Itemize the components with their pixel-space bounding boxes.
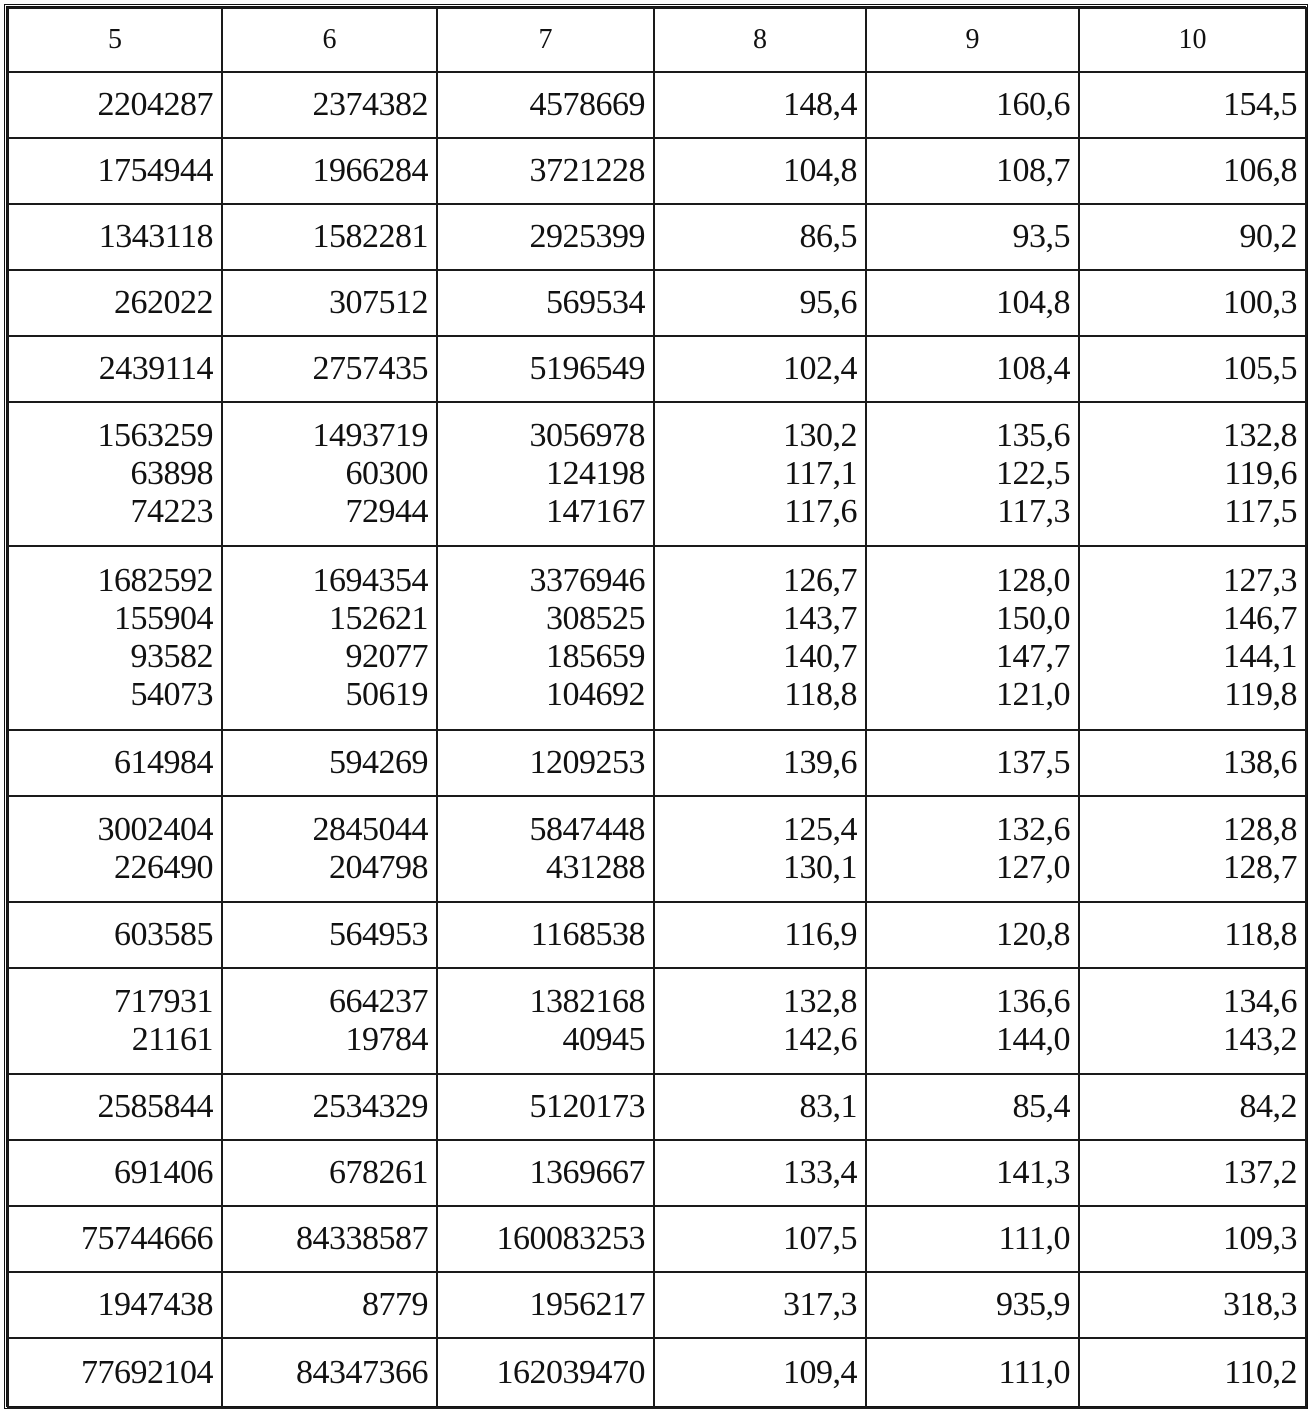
cell-value: 121,0 bbox=[996, 676, 1070, 713]
cell-value: 118,8 bbox=[1224, 916, 1297, 953]
table-cell bbox=[1079, 1140, 1306, 1206]
cell-value: 5120173 bbox=[529, 1088, 645, 1125]
cell-value: 92077 bbox=[345, 638, 428, 675]
cell-value: 132,8 bbox=[1223, 417, 1297, 454]
cell-value: 109,4 bbox=[783, 1354, 857, 1391]
cell-value: 162039470 bbox=[496, 1354, 645, 1391]
table-cell bbox=[8, 902, 222, 968]
table-cell bbox=[222, 1074, 437, 1140]
cell-value: 3056978 bbox=[529, 417, 645, 454]
table-cell bbox=[866, 1338, 1079, 1408]
table-cell bbox=[654, 72, 866, 138]
table-cell bbox=[1079, 72, 1306, 138]
cell-value: 119,6 bbox=[1224, 455, 1297, 492]
table-cell bbox=[866, 204, 1079, 270]
table-cell bbox=[1079, 270, 1306, 336]
cell-value: 130,1 bbox=[783, 849, 857, 886]
table-cell bbox=[222, 730, 437, 796]
table-cell bbox=[437, 1272, 654, 1338]
cell-value: 40945 bbox=[562, 1021, 645, 1058]
table-cell bbox=[437, 546, 654, 730]
table-cell bbox=[654, 402, 866, 546]
cell-value: 86,5 bbox=[799, 218, 857, 255]
cell-value: 118,8 bbox=[784, 676, 857, 713]
table-cell bbox=[222, 270, 437, 336]
cell-value: 124198 bbox=[546, 455, 645, 492]
data-table bbox=[7, 7, 1307, 1409]
table-cell bbox=[866, 968, 1079, 1074]
cell-value: 134,6 bbox=[1223, 983, 1297, 1020]
table-cell bbox=[866, 1140, 1079, 1206]
table-cell bbox=[654, 336, 866, 402]
table-cell bbox=[654, 1074, 866, 1140]
table-cell bbox=[437, 1206, 654, 1272]
cell-value: 3002404 bbox=[97, 811, 213, 848]
cell-value: 5847448 bbox=[529, 811, 645, 848]
cell-value: 127,3 bbox=[1223, 562, 1297, 599]
table-cell bbox=[1079, 968, 1306, 1074]
cell-value: 3721228 bbox=[529, 152, 645, 189]
table-cell bbox=[222, 968, 437, 1074]
cell-value: 1754944 bbox=[97, 152, 213, 189]
cell-value: 117,6 bbox=[784, 493, 857, 530]
cell-value: 2374382 bbox=[312, 86, 428, 123]
table-cell bbox=[1079, 402, 1306, 546]
table-cell bbox=[222, 1272, 437, 1338]
cell-value: 147167 bbox=[546, 493, 645, 530]
table-cell bbox=[8, 968, 222, 1074]
cell-value: 133,4 bbox=[783, 1154, 857, 1191]
table-cell bbox=[8, 796, 222, 902]
table-cell bbox=[437, 902, 654, 968]
table-cell bbox=[437, 270, 654, 336]
cell-value: 120,8 bbox=[996, 916, 1070, 953]
cell-value: 137,5 bbox=[996, 744, 1070, 781]
cell-value: 74223 bbox=[130, 493, 213, 530]
cell-value: 141,3 bbox=[996, 1154, 1070, 1191]
column-header-6: 6 bbox=[222, 8, 437, 72]
table-cell bbox=[654, 1272, 866, 1338]
cell-value: 111,0 bbox=[998, 1354, 1070, 1391]
cell-value: 108,7 bbox=[996, 152, 1070, 189]
table-row bbox=[8, 402, 1306, 546]
cell-value: 143,2 bbox=[1223, 1021, 1297, 1058]
table-header bbox=[8, 8, 1306, 72]
table-row bbox=[8, 796, 1306, 902]
cell-value: 110,2 bbox=[1224, 1354, 1297, 1391]
cell-value: 77692104 bbox=[81, 1354, 213, 1391]
cell-value: 60300 bbox=[345, 455, 428, 492]
cell-value: 2757435 bbox=[312, 350, 428, 387]
table-cell bbox=[8, 1140, 222, 1206]
cell-value: 1582281 bbox=[312, 218, 428, 255]
table-cell bbox=[222, 1338, 437, 1408]
cell-value: 147,7 bbox=[996, 638, 1070, 675]
cell-value: 1493719 bbox=[312, 417, 428, 454]
cell-value: 2925399 bbox=[529, 218, 645, 255]
cell-value: 1563259 bbox=[97, 417, 213, 454]
table-cell bbox=[654, 138, 866, 204]
cell-value: 54073 bbox=[130, 676, 213, 713]
cell-value: 717931 bbox=[114, 983, 213, 1020]
cell-value: 100,3 bbox=[1223, 284, 1297, 321]
table-cell bbox=[654, 546, 866, 730]
table-cell bbox=[1079, 1074, 1306, 1140]
cell-value: 119,8 bbox=[1224, 676, 1297, 713]
cell-value: 8779 bbox=[362, 1286, 428, 1323]
table-row bbox=[8, 546, 1306, 730]
table-row bbox=[8, 270, 1306, 336]
cell-value: 139,6 bbox=[783, 744, 857, 781]
cell-value: 1966284 bbox=[312, 152, 428, 189]
cell-value: 308525 bbox=[546, 600, 645, 637]
cell-value: 150,0 bbox=[996, 600, 1070, 637]
table-cell bbox=[654, 270, 866, 336]
table-row bbox=[8, 1074, 1306, 1140]
table-cell bbox=[437, 1074, 654, 1140]
cell-value: 317,3 bbox=[783, 1286, 857, 1323]
cell-value: 564953 bbox=[329, 916, 428, 953]
table-row bbox=[8, 1272, 1306, 1338]
table-sheet bbox=[4, 4, 1308, 1409]
cell-value: 122,5 bbox=[996, 455, 1070, 492]
cell-value: 594269 bbox=[329, 744, 428, 781]
table-cell bbox=[866, 138, 1079, 204]
cell-value: 142,6 bbox=[783, 1021, 857, 1058]
table-row bbox=[8, 968, 1306, 1074]
table-cell bbox=[866, 902, 1079, 968]
table-cell bbox=[654, 730, 866, 796]
table-body bbox=[8, 72, 1306, 1408]
table-cell bbox=[8, 270, 222, 336]
table-cell bbox=[437, 138, 654, 204]
cell-value: 117,3 bbox=[997, 493, 1070, 530]
table-cell bbox=[222, 138, 437, 204]
cell-value: 678261 bbox=[329, 1154, 428, 1191]
cell-value: 935,9 bbox=[996, 1286, 1070, 1323]
cell-value: 1947438 bbox=[97, 1286, 213, 1323]
table-cell bbox=[1079, 1206, 1306, 1272]
table-cell bbox=[654, 796, 866, 902]
table-cell bbox=[654, 968, 866, 1074]
table-row bbox=[8, 138, 1306, 204]
cell-value: 226490 bbox=[114, 849, 213, 886]
cell-value: 104,8 bbox=[783, 152, 857, 189]
cell-value: 128,8 bbox=[1223, 811, 1297, 848]
cell-value: 431288 bbox=[546, 849, 645, 886]
cell-value: 84338587 bbox=[296, 1220, 428, 1257]
cell-value: 117,5 bbox=[1224, 493, 1297, 530]
cell-value: 108,4 bbox=[996, 350, 1070, 387]
cell-value: 1682592 bbox=[97, 562, 213, 599]
table-cell bbox=[8, 336, 222, 402]
cell-value: 93,5 bbox=[1012, 218, 1070, 255]
table-cell bbox=[222, 546, 437, 730]
table-cell bbox=[437, 204, 654, 270]
table-cell bbox=[866, 336, 1079, 402]
table-cell bbox=[222, 902, 437, 968]
cell-value: 691406 bbox=[114, 1154, 213, 1191]
table-cell bbox=[654, 902, 866, 968]
cell-value: 262022 bbox=[114, 284, 213, 321]
cell-value: 4578669 bbox=[529, 86, 645, 123]
cell-value: 93582 bbox=[130, 638, 213, 675]
table-cell bbox=[1079, 336, 1306, 402]
cell-value: 1694354 bbox=[312, 562, 428, 599]
cell-value: 132,8 bbox=[783, 983, 857, 1020]
cell-value: 148,4 bbox=[783, 86, 857, 123]
cell-value: 152621 bbox=[329, 600, 428, 637]
cell-value: 111,0 bbox=[998, 1220, 1070, 1257]
table-cell bbox=[1079, 546, 1306, 730]
cell-value: 318,3 bbox=[1223, 1286, 1297, 1323]
cell-value: 664237 bbox=[329, 983, 428, 1020]
cell-value: 144,0 bbox=[996, 1021, 1070, 1058]
cell-value: 85,4 bbox=[1012, 1088, 1070, 1125]
table-cell bbox=[437, 402, 654, 546]
cell-value: 1168538 bbox=[530, 916, 645, 953]
cell-value: 84,2 bbox=[1239, 1088, 1297, 1125]
table-cell bbox=[222, 1206, 437, 1272]
cell-value: 160,6 bbox=[996, 86, 1070, 123]
table-cell bbox=[437, 1140, 654, 1206]
cell-value: 3376946 bbox=[529, 562, 645, 599]
table-cell bbox=[8, 1272, 222, 1338]
cell-value: 75744666 bbox=[81, 1220, 213, 1257]
table-cell bbox=[654, 1338, 866, 1408]
table-cell bbox=[8, 72, 222, 138]
cell-value: 144,1 bbox=[1223, 638, 1297, 675]
cell-value: 127,0 bbox=[996, 849, 1070, 886]
table-cell bbox=[437, 730, 654, 796]
table-cell bbox=[654, 204, 866, 270]
cell-value: 125,4 bbox=[783, 811, 857, 848]
table-row bbox=[8, 1140, 1306, 1206]
cell-value: 132,6 bbox=[996, 811, 1070, 848]
table-cell bbox=[866, 402, 1079, 546]
cell-value: 137,2 bbox=[1223, 1154, 1297, 1191]
cell-value: 2845044 bbox=[312, 811, 428, 848]
table-cell bbox=[1079, 138, 1306, 204]
cell-value: 307512 bbox=[329, 284, 428, 321]
cell-value: 2534329 bbox=[312, 1088, 428, 1125]
table-cell bbox=[8, 402, 222, 546]
cell-value: 136,6 bbox=[996, 983, 1070, 1020]
cell-value: 128,7 bbox=[1223, 849, 1297, 886]
table-cell bbox=[866, 1074, 1079, 1140]
table-cell bbox=[866, 270, 1079, 336]
cell-value: 117,1 bbox=[784, 455, 857, 492]
cell-value: 204798 bbox=[329, 849, 428, 886]
table-cell bbox=[866, 1272, 1079, 1338]
table-cell bbox=[8, 204, 222, 270]
table-cell bbox=[8, 546, 222, 730]
table-cell bbox=[8, 1206, 222, 1272]
cell-value: 154,5 bbox=[1223, 86, 1297, 123]
table-cell bbox=[866, 72, 1079, 138]
table-cell bbox=[654, 1206, 866, 1272]
table-cell bbox=[866, 1206, 1079, 1272]
cell-value: 146,7 bbox=[1223, 600, 1297, 637]
column-header-10: 10 bbox=[1079, 8, 1306, 72]
table-cell bbox=[222, 796, 437, 902]
table-cell bbox=[8, 138, 222, 204]
cell-value: 84347366 bbox=[296, 1354, 428, 1391]
cell-value: 128,0 bbox=[996, 562, 1070, 599]
cell-value: 83,1 bbox=[799, 1088, 857, 1125]
table-cell bbox=[8, 1338, 222, 1408]
cell-value: 63898 bbox=[130, 455, 213, 492]
cell-value: 160083253 bbox=[496, 1220, 645, 1257]
table-row bbox=[8, 204, 1306, 270]
cell-value: 185659 bbox=[546, 638, 645, 675]
cell-value: 106,8 bbox=[1223, 152, 1297, 189]
cell-value: 130,2 bbox=[783, 417, 857, 454]
cell-value: 116,9 bbox=[784, 916, 857, 953]
cell-value: 90,2 bbox=[1239, 218, 1297, 255]
table-cell bbox=[866, 796, 1079, 902]
cell-value: 138,6 bbox=[1223, 744, 1297, 781]
cell-value: 72944 bbox=[345, 493, 428, 530]
table-row bbox=[8, 730, 1306, 796]
table-cell bbox=[1079, 730, 1306, 796]
table-row bbox=[8, 72, 1306, 138]
table-cell bbox=[437, 1338, 654, 1408]
cell-value: 126,7 bbox=[783, 562, 857, 599]
table-cell bbox=[866, 730, 1079, 796]
cell-value: 1343118 bbox=[98, 218, 213, 255]
header-row bbox=[8, 8, 1306, 72]
cell-value: 5196549 bbox=[529, 350, 645, 387]
table-cell bbox=[437, 336, 654, 402]
table-cell bbox=[654, 1140, 866, 1206]
table-cell bbox=[1079, 204, 1306, 270]
table-cell bbox=[437, 968, 654, 1074]
cell-value: 102,4 bbox=[783, 350, 857, 387]
table-cell bbox=[1079, 1272, 1306, 1338]
cell-value: 1209253 bbox=[529, 744, 645, 781]
table-cell bbox=[8, 730, 222, 796]
cell-value: 2585844 bbox=[97, 1088, 213, 1125]
cell-value: 104692 bbox=[546, 676, 645, 713]
table-cell bbox=[222, 72, 437, 138]
cell-value: 104,8 bbox=[996, 284, 1070, 321]
table-cell bbox=[437, 796, 654, 902]
cell-value: 109,3 bbox=[1223, 1220, 1297, 1257]
cell-value: 95,6 bbox=[799, 284, 857, 321]
table-cell bbox=[8, 1074, 222, 1140]
table-cell bbox=[222, 1140, 437, 1206]
cell-value: 105,5 bbox=[1223, 350, 1297, 387]
table-row bbox=[8, 1338, 1306, 1408]
cell-value: 1369667 bbox=[529, 1154, 645, 1191]
cell-value: 2439114 bbox=[98, 350, 213, 387]
column-header-7: 7 bbox=[437, 8, 654, 72]
column-header-9: 9 bbox=[866, 8, 1079, 72]
table-cell bbox=[222, 204, 437, 270]
cell-value: 1382168 bbox=[529, 983, 645, 1020]
table-cell bbox=[222, 402, 437, 546]
cell-value: 135,6 bbox=[996, 417, 1070, 454]
table-row bbox=[8, 1206, 1306, 1272]
column-header-8: 8 bbox=[654, 8, 866, 72]
cell-value: 603585 bbox=[114, 916, 213, 953]
cell-value: 1956217 bbox=[529, 1286, 645, 1323]
cell-value: 21161 bbox=[131, 1021, 213, 1058]
cell-value: 107,5 bbox=[783, 1220, 857, 1257]
cell-value: 2204287 bbox=[97, 86, 213, 123]
table-cell bbox=[1079, 902, 1306, 968]
cell-value: 50619 bbox=[345, 676, 428, 713]
table-cell bbox=[866, 546, 1079, 730]
table-cell bbox=[1079, 796, 1306, 902]
table-row bbox=[8, 336, 1306, 402]
table-row bbox=[8, 902, 1306, 968]
cell-value: 569534 bbox=[546, 284, 645, 321]
column-header-5: 5 bbox=[8, 8, 222, 72]
cell-value: 140,7 bbox=[783, 638, 857, 675]
cell-value: 614984 bbox=[114, 744, 213, 781]
table-cell bbox=[222, 336, 437, 402]
table-cell bbox=[1079, 1338, 1306, 1408]
table-cell bbox=[437, 72, 654, 138]
cell-value: 155904 bbox=[114, 600, 213, 637]
cell-value: 143,7 bbox=[783, 600, 857, 637]
cell-value: 19784 bbox=[345, 1021, 428, 1058]
